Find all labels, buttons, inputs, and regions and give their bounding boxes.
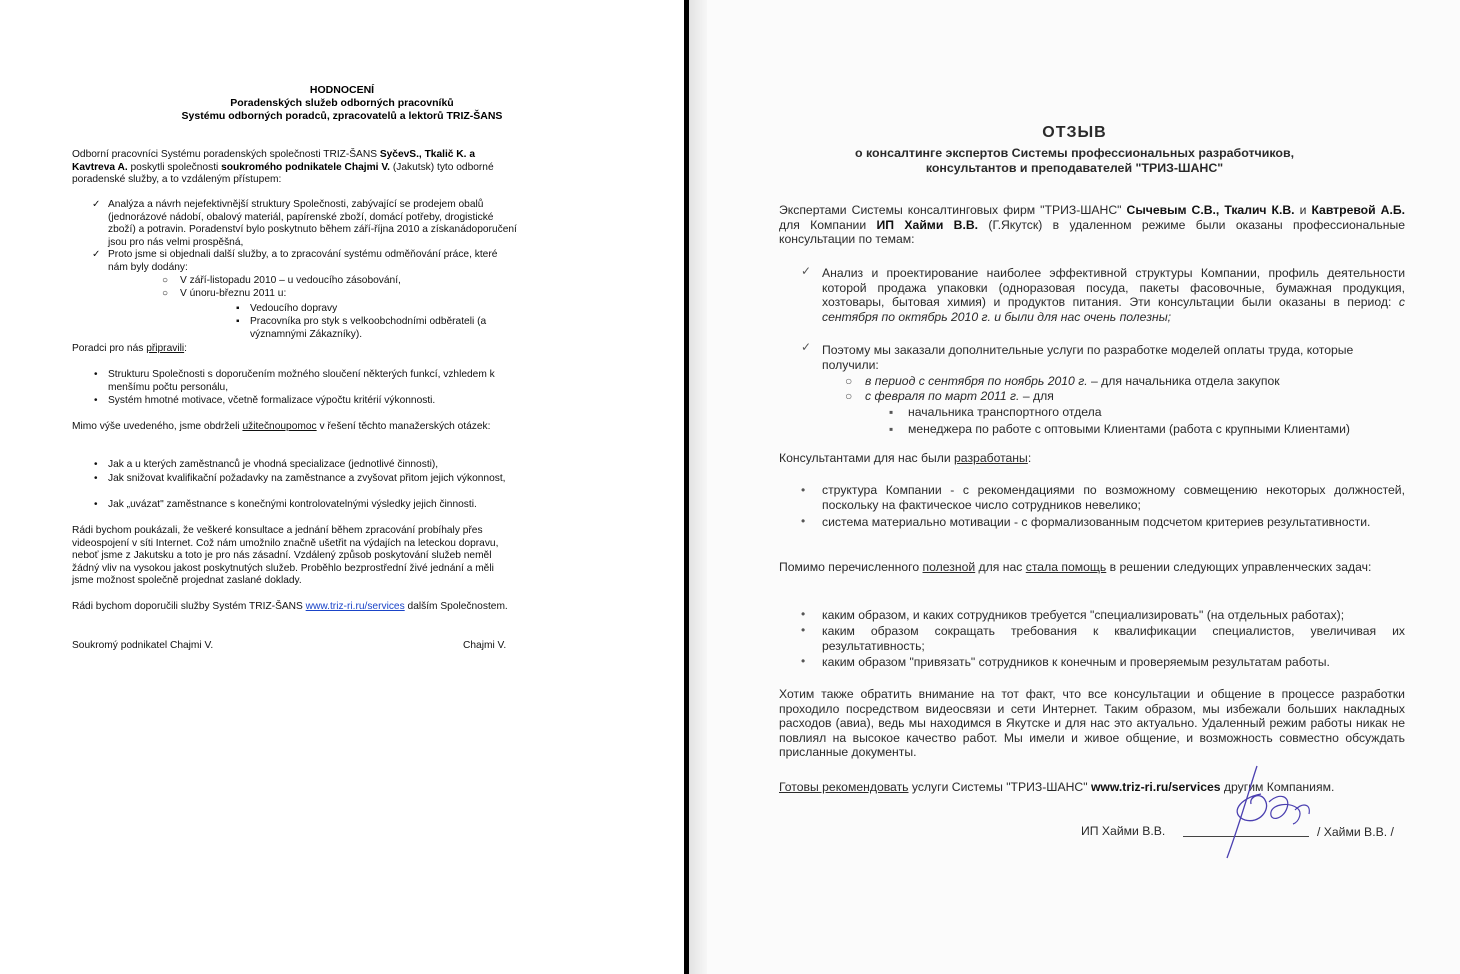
czech-sub-item-1: V září-listopadu 2010 – u vedoucího zásobování,	[180, 275, 401, 286]
czech-bullet-5: Jak „uvázat" zaměstnance s konečnými kontrolovatelnými výsledky jejich činnosti.	[108, 499, 477, 510]
services-link[interactable]: www.triz-ri.ru/services	[1090, 780, 1221, 794]
bullet-icon: •	[94, 395, 98, 406]
czech-signature-left: Soukromý podnikatel Chajmi V.	[72, 640, 214, 651]
russian-bullet-5: каким образом "привязать" сотрудников к конечным и проверяемым результатам работы.	[822, 655, 1330, 669]
bullet-icon: •	[94, 369, 98, 380]
czech-subtitle-2: Systému odborných poradců, zpracovatelů a lektorů TRIZ-ŠANS	[181, 110, 503, 122]
square-bullet-icon: ▪	[236, 316, 240, 327]
russian-sub-item-1: в период с сентября по ноябрь 2010 г. – для начальника отдела закупок	[865, 374, 1280, 388]
bullet-icon: •	[801, 654, 806, 668]
bullet-icon: •	[94, 459, 98, 470]
check-mark-icon: ✓	[801, 340, 812, 354]
czech-intro-paragraph: Odborní pracovníci Systému poradenských společnosti TRIZ-ŠANS SyčevS., Tkalič K. a Kavtreva A. poskytli společnosti soukromého podnikatele Chajmi V. (Jakutsk) tyto odborné poradenské služby, a to vzdáleným přístupem:	[72, 149, 494, 186]
russian-subsub-item-1: начальника транспортного отдела	[908, 405, 1102, 419]
circle-bullet-icon: ○	[845, 389, 853, 403]
czech-check-item-1: Analýza a návrh nejefektivnější struktury Společnosti, zabývající se prodejem obalů (jednorázové nádobí, obalový materiál, papírenské zboží, domácí potřeby, drogistické zboží) a potravin. Poradenství bylo poskytnuto během září-října 2010 a získanádoporučení jsou pro nás velmi prospěšná,	[108, 199, 517, 248]
russian-subtitle-1: о консалтинге экспертов Системы профессиональных разработчиков,	[854, 146, 1295, 160]
czech-check-item-2: Proto jsme si objednali další služby, a to zpracování systému odměňování práce, které nám byly dodány:	[108, 249, 498, 273]
czech-prepared-heading: Poradci pro nás připravili:	[72, 343, 187, 354]
services-link[interactable]: www.triz-ri.ru/services	[305, 601, 405, 612]
bullet-icon: •	[801, 514, 806, 528]
czech-subsub-item-2: Pracovníka pro styk s velkoobchodními odběrateli (a významnými Zákazníky).	[250, 316, 487, 340]
bullet-icon: •	[94, 473, 98, 484]
czech-bullet-1: Strukturu Společnosti s doporučením možného sloučení některých funkcí, vzhledem k menšímu počtu personálu,	[108, 369, 495, 393]
bullet-icon: •	[801, 607, 806, 621]
russian-developed-heading: Консультантами для нас были разработаны:	[779, 451, 1032, 465]
czech-document-page	[0, 0, 684, 974]
czech-subsub-item-1: Vedoucího dopravy	[250, 303, 338, 314]
circle-bullet-icon: ○	[162, 275, 169, 286]
czech-bullet-3: Jak a u kterých zaměstnanců je vhodná specializace (jednotlivé činnosti),	[108, 459, 439, 470]
czech-title: HODNOCENÍ	[309, 84, 375, 96]
czech-bullet-2: Systém hmotné motivace, včetně formalizace výpočtu kritérií výkonnosti.	[108, 395, 436, 406]
handwritten-signature	[1199, 762, 1329, 862]
bullet-icon: •	[94, 499, 98, 510]
russian-sub-item-2: с февраля по март 2011 г. – для	[865, 389, 1054, 403]
russian-document-page	[689, 0, 1460, 974]
russian-signature-right: / Хайми В.В. /	[1317, 825, 1394, 839]
russian-bullet-1: структура Компании - с рекомендациями по возможному совмещению некоторых должностей, поскольку на фактическое число сотрудников невелико;	[822, 483, 1405, 512]
czech-besides-paragraph: Mimo výše uvedeného, jsme obdrželi užitečnoupomoc v řešení těchto manažerských otázek:	[72, 421, 491, 432]
square-bullet-icon: ▪	[236, 303, 240, 314]
russian-check-item-1: Анализ и проектирование наиболее эффективной структуры Компании, профиль деятельности которой продажа упаковки (одноразовая посуда, пакеты фасовочные, бумажная продукция, хозтовары, бытовая химия) и продуктов питания. Эти консультации были оказаны в период: с сентября по октябрь 2010 г. и были для нас очень полезны;	[822, 266, 1405, 324]
russian-subsub-item-2: менеджера по работе с оптовыми Клиентами (работа с крупными Клиентами)	[908, 422, 1350, 436]
czech-signature-right: Chajmi V.	[463, 640, 507, 651]
czech-recommend-paragraph: Rádi bychom doporučili služby Systém TRIZ-ŠANS www.triz-ri.ru/services dalším Společnostem.	[72, 601, 508, 612]
square-bullet-icon: ▪	[889, 422, 894, 436]
bullet-icon: •	[801, 623, 806, 637]
russian-bullet-3: каким образом, и каких сотрудников требуется "специализировать" (на отдельных работах);	[822, 608, 1345, 622]
russian-video-paragraph: Хотим также обратить внимание на тот факт, что все консультации и общение в процессе разработки проходило посредством видеосвязи и сети Интернет. Таким образом, мы избежали больших накладных расходов (авиа), ведь мы находимся в Якутске и для нас это актуально. Удаленный режим работы никак не повлиял на высокое качество работ. Мы имели и живое общение, и возможность совместно обсуждать присланные документы.	[779, 687, 1405, 760]
circle-bullet-icon: ○	[845, 374, 853, 388]
russian-check-item-2: Поэтому мы заказали дополнительные услуги по разработке моделей оплаты труда, которые получили:	[822, 343, 1354, 372]
czech-subtitle-1: Poradenských služeb odborných pracovníků	[230, 97, 454, 109]
square-bullet-icon: ▪	[889, 405, 894, 419]
bullet-icon: •	[801, 483, 806, 497]
russian-intro-paragraph: Экспертами Системы консалтинговых фирм "ТРИЗ-ШАНС" Сычевым С.В., Ткалич К.В. и Кавтревой А.Б. для Компании ИП Хайми В.В. (Г.Якутск) в удаленном режиме были оказаны профессиональные консультации по темам:	[779, 203, 1406, 247]
circle-bullet-icon: ○	[162, 288, 169, 299]
russian-recommend-paragraph: Готовы рекомендовать услуги Системы "ТРИЗ-ШАНС" www.triz-ri.ru/services другим Компаниям.	[779, 780, 1335, 794]
russian-bullet-4: каким образом сокращать требования к квалификации специалистов, увеличивая их результативность;	[822, 624, 1405, 653]
russian-signature-left: ИП Хайми В.В.	[1081, 824, 1166, 838]
russian-bullet-2: система материально мотивации - с формализованным подсчетом критериев результативности.	[822, 515, 1371, 529]
check-mark-icon: ✓	[92, 199, 101, 210]
check-mark-icon: ✓	[92, 249, 101, 260]
czech-video-paragraph: Rádi bychom poukázali, že veškeré konsultace a jednání během zpracování probíhaly přes videospojení v síti Internet. Což nám umožnilo značně ušetřit na výdajích na leteckou dopravu, neboť jsme z Jakutsku a toto je pro nás zásadní. Vzdálený způsob poskytování služeb neměl žádný vliv na vysokou jakost poskytnutých služeb. Proběhlo bezprostřední živé jednání a měli jsme možnost společně projednat zaslané doklady.	[72, 525, 499, 587]
czech-sub-item-2: V únoru-březnu 2011 u:	[180, 288, 287, 299]
russian-title: ОТЗЫВ	[1042, 124, 1107, 141]
russian-besides-paragraph: Помимо перечисленного полезной для нас стала помощь в решении следующих управленческих задач:	[779, 560, 1372, 574]
czech-bullet-4: Jak snižovat kvalifikační požadavky na zaměstnance a zvyšovat přitom jejich výkonnost,	[108, 473, 506, 484]
russian-subtitle-2: консультантов и преподавателей "ТРИЗ-ШАНС"	[925, 161, 1224, 175]
check-mark-icon: ✓	[801, 264, 812, 278]
